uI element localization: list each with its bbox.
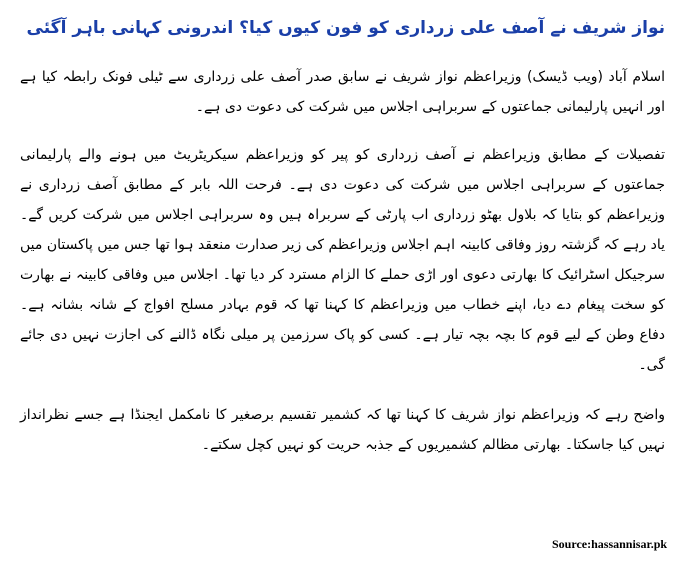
article-paragraph-3: واضح رہے کہ وزیراعظم نواز شریف کا کہنا تھا کہ کشمیر تقسیم برصغیر کا نامکمل ایجنڈا ہے جسے نظرانداز نہیں کیا جاسکتا۔ بھارتی مظالم کشمیریوں کے جذبہ حریت کو نہیں کچل سکتے۔ [20, 407, 665, 453]
article-paragraph-2: تفصیلات کے مطابق وزیراعظم نے آصف زرداری کو پیر کو وزیراعظم سیکریٹریٹ میں ہونے والے پارلیمانی جماعتوں کے سربراہی اجلاس میں شرکت کی دعوت دی ہے۔ فرحت اللہ بابر کے مطابق آصف زرداری نے وزیراعظم کو بتایا کہ بلاول بھٹو زرداری اب پارٹی کے سربراہ ہیں وہ سربراہی اجلاس میں شرکت کریں گے۔ یاد رہے کہ گزشتہ روز وفاقی کابینہ اہم اجلاس وزیراعظم کی زیر صدارت منعقد ہوا تھا جس میں پاکستان میں سرجیکل اسٹرائیک کا بھارتی دعوی اور اڑی حملے کا الزام مسترد کر دیا تھا۔ اجلاس میں وفاقی کابینہ نے بھارت کو سخت پیغام دے دیا، اپنے خطاب میں وزیراعظم کا کہنا تھا کہ قوم بہادر مسلح افواج کے شانہ بشانہ ہے۔ دفاع وطن کے لیے قوم کا بچہ بچہ تیار ہے۔ کسی کو پاک سرزمین پر میلی نگاہ ڈالنے کی اجازت نہیں دی جائے گی۔ [20, 147, 665, 373]
article-headline: نواز شریف نے آصف علی زرداری کو فون کیوں کیا؟ اندرونی کہانی باہر آگئی [26, 18, 665, 39]
article-source: Source:hassannisar.pk [552, 537, 668, 551]
article-paragraph-1: اسلام آباد (ویب ڈیسک) وزیراعظم نواز شریف نے سابق صدر آصف علی زرداری سے ٹیلی فونک رابطہ کیا ہے اور انہیں پارلیمانی جماعتوں کے سربراہی اجلاس میں شرکت کی دعوت دی ہے۔ [20, 69, 665, 115]
